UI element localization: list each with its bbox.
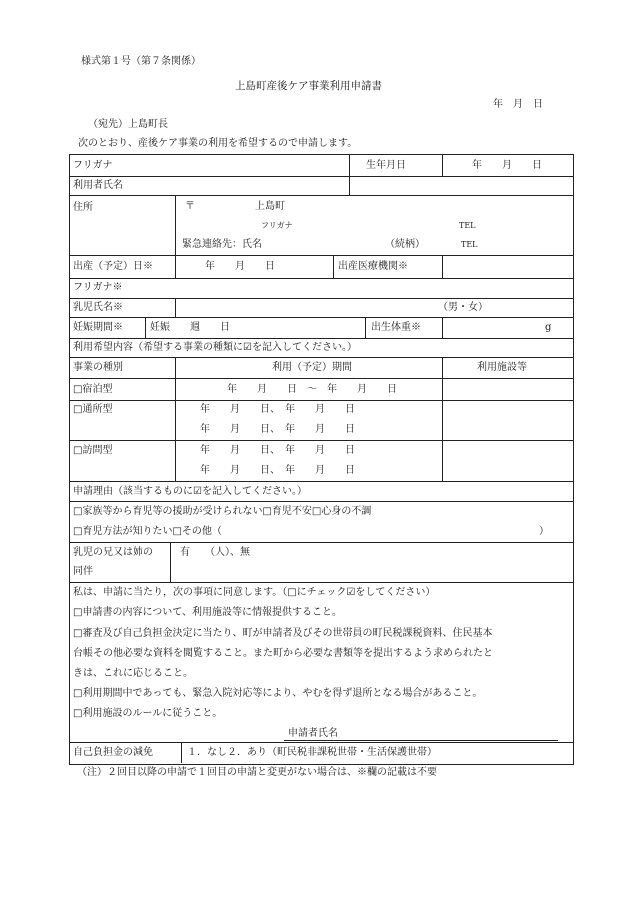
- furigana-label: フリガナ: [73, 160, 113, 171]
- row-divider: [70, 400, 573, 401]
- col-divider: [175, 196, 176, 278]
- relationship-label: （続柄）: [385, 239, 425, 250]
- weight-unit: g: [545, 322, 552, 333]
- infant-name-label: 乳児氏名※: [73, 302, 123, 313]
- reason-options-2[interactable]: □育児方法が知りたい□その他（: [73, 526, 222, 537]
- address-field[interactable]: 〒 上島町: [185, 201, 285, 212]
- sibling-label: 乳児の兄又は姉の: [73, 547, 153, 558]
- emergency-contact-field[interactable]: 緊急連絡先：氏名: [182, 239, 262, 250]
- reason-close-paren: ）: [539, 526, 549, 537]
- gestation-field[interactable]: 妊娠 週 日: [150, 322, 230, 333]
- reason-options-1[interactable]: □家族等から育児等の援助が受けられない□育児不安□心身の不調: [73, 506, 372, 517]
- consent-item-2-end: きは、これに応じること。: [73, 668, 193, 679]
- form-number: 様式第１号（第７条関係）: [81, 56, 201, 67]
- consent-intro: 私は、申請に当たり，次の事項に同意します。（□にチェック☑をしてください）: [73, 587, 436, 598]
- emergency-tel-label: TEL: [461, 240, 478, 249]
- row-divider: [70, 357, 573, 358]
- reduction-label: 自己負担金の減免: [73, 747, 153, 758]
- applicant-signature-line[interactable]: [284, 740, 558, 741]
- row-divider: [70, 440, 573, 441]
- gestation-label: 妊娠期間※: [73, 322, 123, 333]
- col-header-period: 利用（予定）期間: [272, 362, 352, 373]
- row-divider: [70, 378, 573, 379]
- day-period-field-2[interactable]: 年 月 日、 年 月 日: [200, 424, 355, 435]
- col-divider: [145, 318, 146, 338]
- col-divider: [181, 743, 182, 763]
- consent-item-4[interactable]: □利用施設のルールに従うこと。: [73, 708, 223, 719]
- col-divider: [170, 542, 171, 582]
- consent-item-2[interactable]: □審査及び自己負担金決定に当たり、町が申請者及びその世帯員の町民税課税資料、住民基本: [73, 628, 493, 639]
- col-divider: [333, 256, 334, 278]
- col-divider: [442, 318, 443, 338]
- col-divider: [365, 318, 366, 338]
- consent-item-1[interactable]: □申請書の内容について、利用施設等に情報提供すること。: [73, 607, 343, 618]
- col-divider: [175, 358, 176, 481]
- sibling-field[interactable]: 有 （人）、無: [180, 547, 250, 558]
- sibling-label-2: 同伴: [73, 566, 93, 577]
- col-divider: [442, 256, 443, 278]
- row-divider: [70, 742, 573, 743]
- row-divider: [70, 481, 573, 482]
- row-divider: [70, 176, 573, 177]
- user-name-label: 利用者氏名: [73, 180, 123, 191]
- hospital-label: 出産医療機関※: [338, 261, 408, 272]
- birth-date-label: 生年月日: [366, 160, 406, 171]
- row-divider: [70, 255, 573, 256]
- checkbox-visit-type[interactable]: □訪問型: [73, 445, 113, 456]
- intro-text: 次のとおり、産後ケア事業の利用を希望するので申請します。: [78, 138, 358, 149]
- checkbox-day-type[interactable]: □通所型: [73, 404, 113, 415]
- gender-field[interactable]: （男・女）: [438, 302, 488, 313]
- row-divider: [70, 542, 573, 543]
- row-divider: [70, 501, 573, 502]
- reduction-field[interactable]: １．なし２．あり（町民税非課税世帯・生活保護世帯）: [187, 747, 437, 758]
- applicant-name-label: 申請者氏名: [288, 728, 338, 739]
- col-header-type: 事業の種別: [73, 362, 123, 373]
- birth-weight-label: 出生体重※: [371, 322, 421, 333]
- desired-content-label: 利用希望内容（希望する事業の種類に☑を記入してください。）: [73, 342, 357, 353]
- tel-label: TEL: [459, 221, 476, 230]
- infant-furigana-label: フリガナ※: [73, 282, 123, 293]
- col-header-facility: 利用施設等: [477, 362, 527, 373]
- delivery-date-field[interactable]: 年 月 日: [205, 261, 275, 272]
- address-label: 住所: [73, 202, 93, 213]
- row-divider: [70, 298, 573, 299]
- address-furigana: フリガナ: [261, 221, 293, 230]
- reason-label: 申請理由（該当するものに☑を記入してください。）: [73, 486, 307, 497]
- col-divider: [175, 298, 176, 317]
- visit-period-field-2[interactable]: 年 月 日、 年 月 日: [200, 465, 355, 476]
- row-divider: [70, 195, 573, 196]
- col-divider: [442, 358, 443, 481]
- delivery-date-label: 出産（予定）日※: [73, 261, 153, 272]
- row-divider: [70, 338, 573, 339]
- row-divider: [70, 582, 573, 583]
- checkbox-stay-type[interactable]: □宿泊型: [73, 384, 113, 395]
- addressee: （宛先）上島町長: [88, 119, 168, 130]
- birth-date-field[interactable]: 年 月 日: [472, 160, 542, 171]
- day-period-field-1[interactable]: 年 月 日、 年 月 日: [200, 404, 355, 415]
- col-divider: [442, 155, 443, 176]
- visit-period-field-1[interactable]: 年 月 日、 年 月 日: [200, 445, 355, 456]
- page-title: 上島町産後ケア事業利用申請書: [235, 80, 382, 92]
- col-divider: [349, 155, 350, 195]
- date-placeholder[interactable]: 年 月 日: [493, 99, 543, 110]
- consent-item-2-cont: 台帳その他必要な資料を閲覧すること。また町から必要な書類等を提出するよう求められたと: [73, 648, 493, 659]
- footer-note: （注）２回目以降の申請で１回目の申請と変更がない場合は、※欄の記載は不要: [77, 767, 437, 778]
- consent-item-3[interactable]: □利用期間中であっても、緊急入院対応等により、やむを得ず退所となる場合があること。: [73, 688, 483, 699]
- stay-period-field[interactable]: 年 月 日 ～ 年 月 日: [227, 384, 397, 395]
- row-divider: [70, 278, 573, 279]
